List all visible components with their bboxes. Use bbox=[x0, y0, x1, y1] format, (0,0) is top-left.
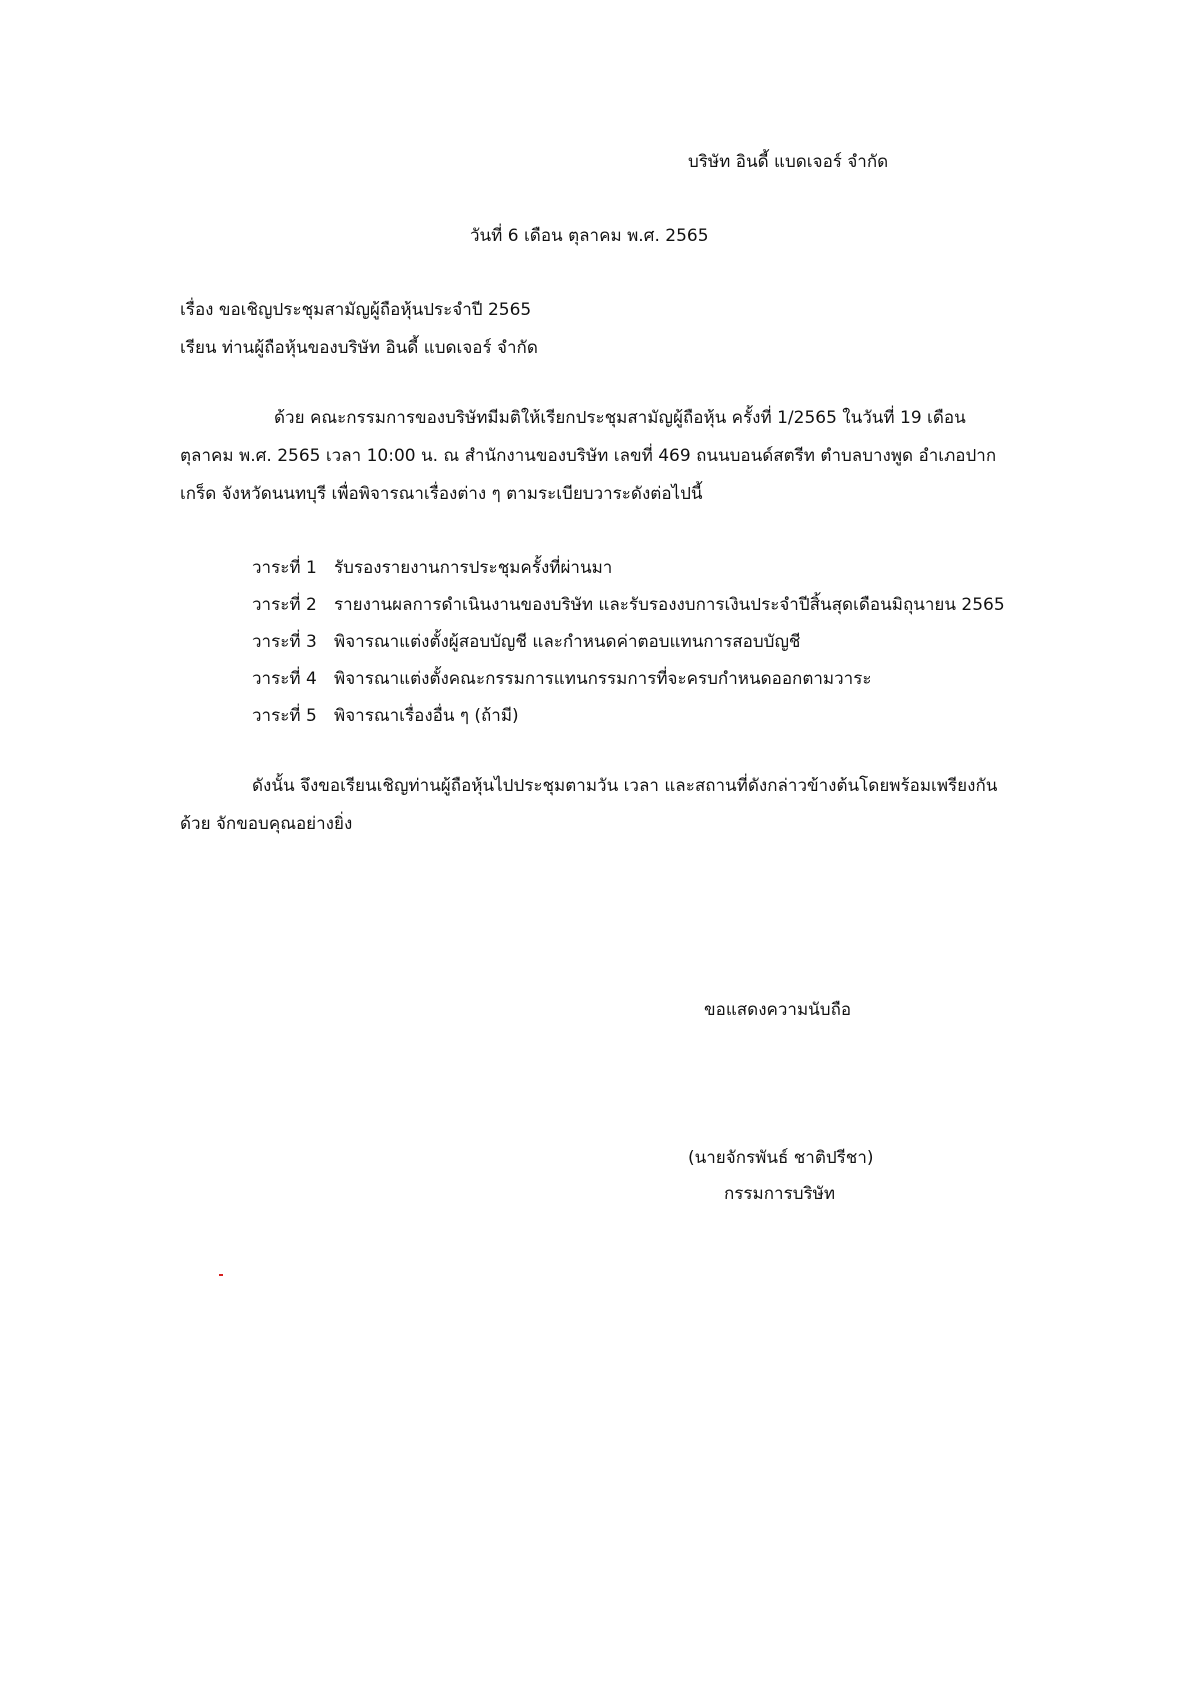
agenda-item bbox=[252, 704, 519, 728]
agenda-number: วาระที่ 5 bbox=[252, 706, 317, 726]
agenda-item bbox=[252, 630, 800, 654]
signer-name: (นายจักรพันธ์ ชาติปรีชา) bbox=[688, 1148, 874, 1168]
letter-subject: เรื่อง ขอเชิญประชุมสามัญผู้ถือหุ้นประจำปี 2565 bbox=[180, 300, 532, 320]
closing-line-2: ด้วย จักขอบคุณอย่างยิ่ง bbox=[180, 814, 353, 834]
red-dash-mark bbox=[219, 1274, 223, 1276]
intro-line-1: ด้วย คณะกรรมการของบริษัทมีมติให้เรียกประชุมสามัญผู้ถือหุ้น ครั้งที่ 1/2565 ในวันที่ 19 เดือน bbox=[274, 408, 966, 428]
closing-line-1: ดังนั้น จึงขอเรียนเชิญท่านผู้ถือหุ้นไปประชุมตามวัน เวลา และสถานที่ดังกล่าวข้างต้นโดยพร้อมเพรียงกัน bbox=[252, 776, 998, 796]
letter-date: วันที่ 6 เดือน ตุลาคม พ.ศ. 2565 bbox=[470, 226, 709, 246]
intro-line-3: เกร็ด จังหวัดนนทบุรี เพื่อพิจารณาเรื่องต่าง ๆ ตามระเบียบวาระดังต่อไปนี้ bbox=[180, 484, 703, 504]
company-header: บริษัท อินดี้ แบดเจอร์ จำกัด bbox=[688, 152, 889, 172]
agenda-number: วาระที่ 4 bbox=[252, 669, 317, 689]
agenda-item bbox=[252, 556, 612, 580]
agenda-text: พิจารณาแต่งตั้งคณะกรรมการแทนกรรมการที่จะครบกำหนดออกตามวาระ bbox=[334, 669, 872, 689]
agenda-text: รายงานผลการดำเนินงานของบริษัท และรับรองงบการเงินประจำปีสิ้นสุดเดือนมิถุนายน 2565 bbox=[334, 595, 1005, 615]
sign-off: ขอแสดงความนับถือ bbox=[704, 1000, 852, 1020]
signer-title: กรรมการบริษัท bbox=[724, 1184, 836, 1204]
agenda-text: รับรองรายงานการประชุมครั้งที่ผ่านมา bbox=[334, 558, 613, 578]
letter-recipient: เรียน ท่านผู้ถือหุ้นของบริษัท อินดี้ แบดเจอร์ จำกัด bbox=[180, 338, 538, 358]
agenda-item bbox=[252, 593, 1005, 617]
agenda-item bbox=[252, 667, 871, 691]
intro-line-2: ตุลาคม พ.ศ. 2565 เวลา 10:00 น. ณ สำนักงานของบริษัท เลขที่ 469 ถนนบอนด์สตรีท ตำบลบางพูด อำเภอปาก bbox=[180, 446, 997, 466]
agenda-text: พิจารณาเรื่องอื่น ๆ (ถ้ามี) bbox=[334, 706, 519, 726]
agenda-number: วาระที่ 2 bbox=[252, 595, 317, 615]
agenda-number: วาระที่ 3 bbox=[252, 632, 317, 652]
agenda-number: วาระที่ 1 bbox=[252, 558, 317, 578]
agenda-text: พิจารณาแต่งตั้งผู้สอบบัญชี และกำหนดค่าตอบแทนการสอบบัญชี bbox=[334, 632, 801, 652]
